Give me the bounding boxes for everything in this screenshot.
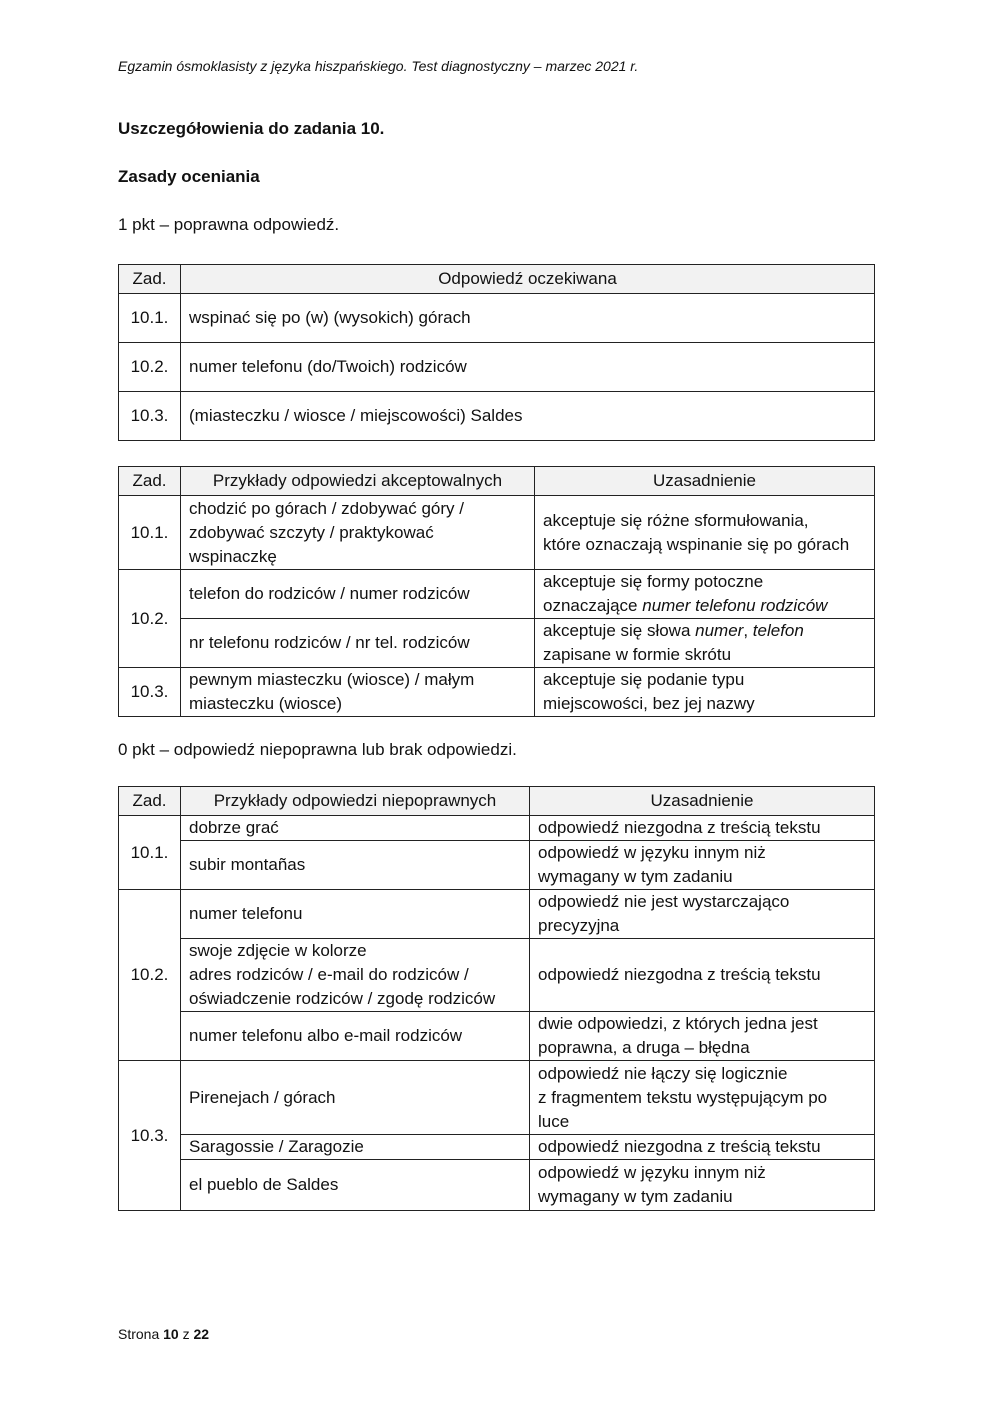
reason-comma: ,: [743, 621, 753, 640]
col-header-examples: Przykłady odpowiedzi niepoprawnych: [181, 787, 530, 816]
reason-cell: odpowiedź w języku innym niż wymagany w tym zadaniu: [530, 841, 875, 890]
table-row: [119, 294, 875, 343]
zad-cell: 10.2.: [119, 343, 181, 392]
table-row: [119, 1012, 875, 1061]
table-row: [119, 890, 875, 939]
answer-cell: numer telefonu albo e-mail rodziców: [181, 1012, 530, 1061]
page-footer: [118, 1326, 209, 1342]
section-title: Uszczegółowienia do zadania 10.: [118, 119, 385, 138]
col-header-justification: Uzasadnienie: [530, 787, 875, 816]
reason-cell: odpowiedź nie jest wystarczająco precyzyjna: [530, 890, 875, 939]
table-row: [119, 668, 875, 717]
acceptable-answers-table: [118, 466, 875, 717]
answer-cell: numer telefonu: [181, 890, 530, 939]
score-zero-points: 0 pkt – odpowiedź niepoprawna lub brak odpowiedzi.: [118, 740, 517, 759]
table-row: [119, 841, 875, 890]
answer-cell: Saragossie / Zaragozie: [181, 1135, 530, 1160]
incorrect-answers-table: [118, 786, 875, 1211]
table-row: [119, 1135, 875, 1160]
table-row: [119, 496, 875, 570]
col-header-examples: Przykłady odpowiedzi akceptowalnych: [181, 467, 535, 496]
footer-prefix: Strona: [118, 1326, 164, 1342]
reason-text: zapisane w formie skrótu: [543, 645, 732, 664]
answer-cell: numer telefonu (do/Twoich) rodziców: [181, 343, 875, 392]
zad-cell: 10.1.: [119, 294, 181, 343]
col-header-zad: Zad.: [119, 467, 181, 496]
zad-cell: 10.3.: [119, 1061, 181, 1211]
reason-emphasis: numer telefonu rodziców: [642, 596, 828, 615]
reason-cell: odpowiedź niezgodna z treścią tekstu: [530, 939, 875, 1012]
zad-cell: 10.2.: [119, 570, 181, 668]
reason-text: akceptuje się formy potoczne oznaczające: [543, 572, 764, 615]
table-row: [119, 939, 875, 1012]
table-header-row: [119, 467, 875, 496]
answer-cell: dobrze grać: [181, 816, 530, 841]
col-header-zad: Zad.: [119, 265, 181, 294]
reason-cell: dwie odpowiedzi, z których jedna jest poprawna, a druga – błędna: [530, 1012, 875, 1061]
reason-cell: akceptuje się różne sformułowania, które oznaczają wspinanie się po górach: [535, 496, 875, 570]
answer-cell: (miasteczku / wiosce / miejscowości) Saldes: [181, 392, 875, 441]
footer-separator: z: [178, 1326, 194, 1342]
answer-cell: pewnym miasteczku (wiosce) / małym miasteczku (wiosce): [181, 668, 535, 717]
zad-cell: 10.1.: [119, 496, 181, 570]
col-header-expected: Odpowiedź oczekiwana: [181, 265, 875, 294]
reason-emphasis: numer: [695, 621, 744, 640]
expected-answers-table: [118, 264, 875, 441]
table-row: [119, 1061, 875, 1135]
zad-cell: 10.1.: [119, 816, 181, 890]
table-row: [119, 1160, 875, 1211]
table-row: [119, 619, 875, 668]
answer-cell: Pirenejach / górach: [181, 1061, 530, 1135]
answer-cell: telefon do rodziców / numer rodziców: [181, 570, 535, 619]
reason-cell: odpowiedź nie łączy się logicznie z fragmentem tekstu występującym po luce: [530, 1061, 875, 1135]
reason-cell: odpowiedź w języku innym niż wymagany w tym zadaniu: [530, 1160, 875, 1211]
footer-page-total: 22: [193, 1326, 210, 1342]
table-row: [119, 816, 875, 841]
reason-cell: odpowiedź niezgodna z treścią tekstu: [530, 1135, 875, 1160]
zad-cell: 10.2.: [119, 890, 181, 1061]
table-header-row: [119, 787, 875, 816]
reason-cell: odpowiedź niezgodna z treścią tekstu: [530, 816, 875, 841]
answer-cell: wspinać się po (w) (wysokich) górach: [181, 294, 875, 343]
reason-cell: akceptuje się podanie typu miejscowości, bez jej nazwy: [535, 668, 875, 717]
table-row: [119, 343, 875, 392]
table-header-row: [119, 265, 875, 294]
zad-cell: 10.3.: [119, 668, 181, 717]
reason-emphasis: telefon: [752, 621, 804, 640]
table-row: [119, 392, 875, 441]
answer-cell: nr telefonu rodziców / nr tel. rodziców: [181, 619, 535, 668]
answer-cell: el pueblo de Saldes: [181, 1160, 530, 1211]
reason-text: akceptuje się słowa: [543, 621, 696, 640]
score-one-point: 1 pkt – poprawna odpowiedź.: [118, 215, 340, 234]
reason-cell: [535, 570, 875, 619]
answer-cell: subir montañas: [181, 841, 530, 890]
section-subtitle: Zasady oceniania: [118, 167, 260, 186]
zad-cell: 10.3.: [119, 392, 181, 441]
table-row: [119, 570, 875, 619]
col-header-zad: Zad.: [119, 787, 181, 816]
reason-cell: [535, 619, 875, 668]
answer-cell: chodzić po górach / zdobywać góry / zdobywać szczyty / praktykować wspinaczkę: [181, 496, 535, 570]
footer-page-number: 10: [163, 1326, 179, 1342]
col-header-justification: Uzasadnienie: [535, 467, 875, 496]
page-header: Egzamin ósmoklasisty z języka hiszpańskiego. Test diagnostyczny – marzec 2021 r.: [118, 58, 639, 74]
answer-cell: swoje zdjęcie w kolorze adres rodziców / e-mail do rodziców / oświadczenie rodziców / zgodę rodziców: [181, 939, 530, 1012]
